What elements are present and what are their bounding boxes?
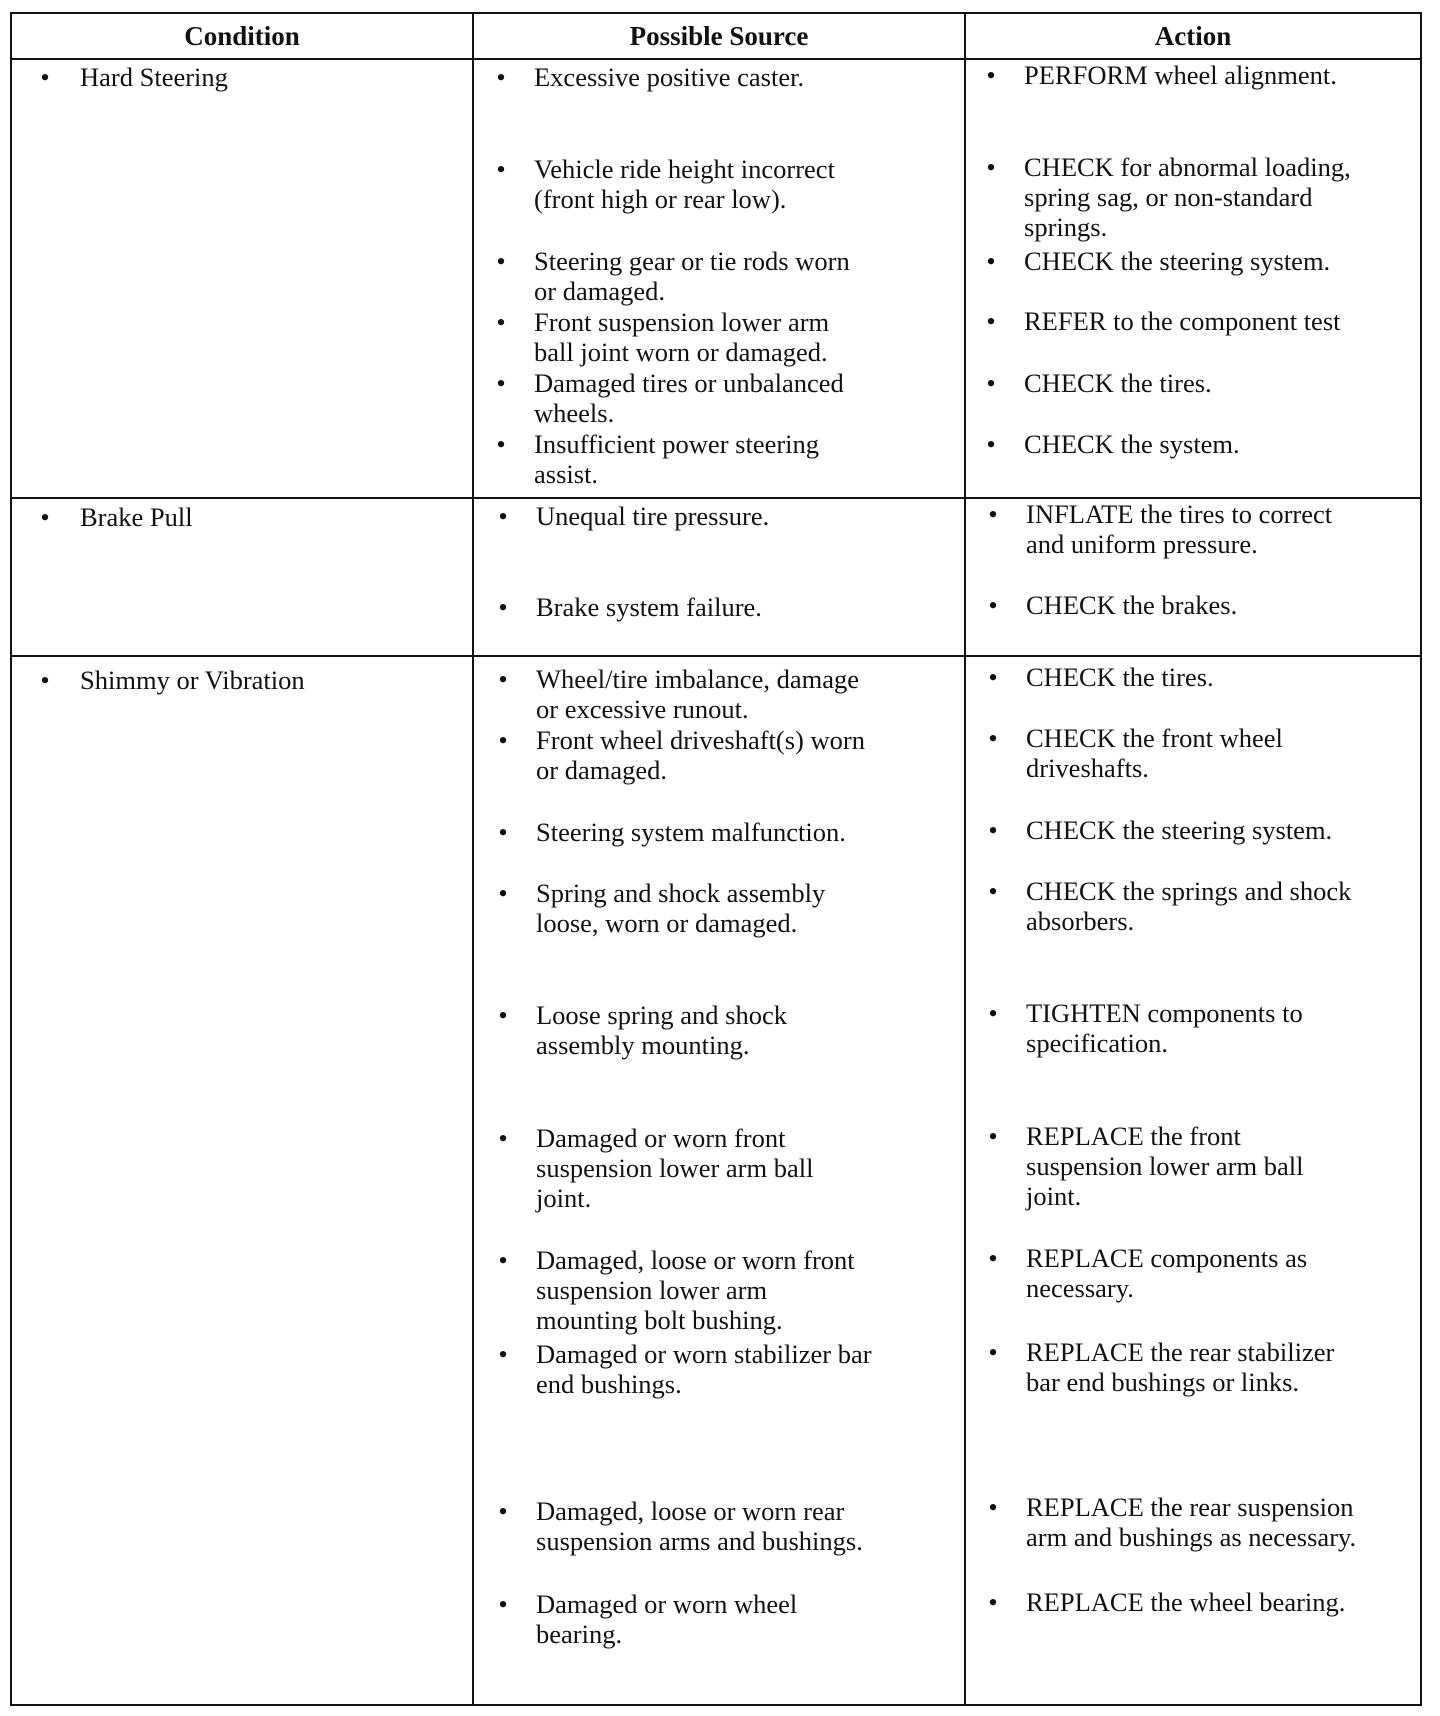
bullet-icon: • xyxy=(498,1496,508,1526)
bullet-icon: • xyxy=(498,1000,508,1030)
possible-source-text: Insufficient power steering assist. xyxy=(534,429,820,489)
action-text: CHECK the springs and shock absorbers. xyxy=(1026,876,1352,936)
bullet-icon: • xyxy=(498,1245,508,1275)
bullet-icon: • xyxy=(986,306,996,336)
bullet-icon: • xyxy=(498,1339,508,1369)
action-text: INFLATE the tires to correct and uniform pressure. xyxy=(1026,499,1333,559)
possible-source-text: Front wheel driveshaft(s) worn or damaged. xyxy=(536,725,865,785)
bullet-icon: • xyxy=(988,1243,998,1273)
bullet-icon: • xyxy=(496,62,506,92)
bullet-icon: • xyxy=(40,62,50,92)
possible-source-text: Vehicle ride height incorrect (front high or rear low). xyxy=(534,154,835,214)
action-text: CHECK the brakes. xyxy=(1026,590,1238,620)
action-text: CHECK the tires. xyxy=(1026,662,1214,692)
bullet-icon: • xyxy=(986,368,996,398)
bullet-icon: • xyxy=(986,152,996,182)
bullet-icon: • xyxy=(498,878,508,908)
bullet-icon: • xyxy=(988,723,998,753)
action-text: CHECK the steering system. xyxy=(1024,246,1331,276)
action-text: REPLACE components as necessary. xyxy=(1026,1243,1308,1303)
bullet-icon: • xyxy=(498,1123,508,1153)
condition-label: Shimmy or Vibration xyxy=(80,665,305,695)
possible-source-text: Brake system failure. xyxy=(536,592,762,622)
bullet-icon: • xyxy=(986,60,996,90)
bullet-icon: • xyxy=(498,725,508,755)
action-text: REPLACE the rear stabilizer bar end bushings or links. xyxy=(1026,1337,1335,1397)
action-text: CHECK for abnormal loading, spring sag, or non-standard springs. xyxy=(1024,152,1351,242)
possible-source-text: Damaged or worn wheel bearing. xyxy=(536,1589,798,1649)
possible-source-text: Loose spring and shock assembly mounting. xyxy=(536,1000,787,1060)
possible-source-text: Steering gear or tie rods worn or damaged. xyxy=(534,246,850,306)
bullet-icon: • xyxy=(988,499,998,529)
bullet-icon: • xyxy=(498,664,508,694)
possible-source-text: Unequal tire pressure. xyxy=(536,501,770,531)
action-text: CHECK the tires. xyxy=(1024,368,1212,398)
bullet-icon: • xyxy=(988,1587,998,1617)
bullet-icon: • xyxy=(988,1337,998,1367)
bullet-icon: • xyxy=(498,501,508,531)
action-text: PERFORM wheel alignment. xyxy=(1024,60,1337,90)
bullet-icon: • xyxy=(988,662,998,692)
bullet-icon: • xyxy=(988,1492,998,1522)
bullet-icon: • xyxy=(988,1121,998,1151)
condition-label: Brake Pull xyxy=(80,502,193,532)
action-text: CHECK the front wheel driveshafts. xyxy=(1026,723,1283,783)
possible-source-text: Damaged tires or unbalanced wheels. xyxy=(534,368,844,428)
action-text: CHECK the steering system. xyxy=(1026,815,1333,845)
bullet-icon: • xyxy=(496,307,506,337)
bullet-icon: • xyxy=(988,876,998,906)
group-divider xyxy=(12,655,1420,657)
possible-source-text: Front suspension lower arm ball joint worn or damaged. xyxy=(534,307,830,367)
possible-source-text: Damaged, loose or worn front suspension lower arm mounting bolt bushing. xyxy=(536,1245,855,1335)
action-text: CHECK the system. xyxy=(1024,429,1240,459)
bullet-icon: • xyxy=(498,817,508,847)
bullet-icon: • xyxy=(496,429,506,459)
bullet-icon: • xyxy=(496,368,506,398)
bullet-icon: • xyxy=(496,154,506,184)
column-divider xyxy=(472,14,474,1704)
bullet-icon: • xyxy=(496,246,506,276)
column-header-action: Action xyxy=(1154,20,1232,51)
column-header-condition: Condition xyxy=(184,20,300,51)
bullet-icon: • xyxy=(986,246,996,276)
bullet-icon: • xyxy=(988,590,998,620)
possible-source-text: Excessive positive caster. xyxy=(534,62,805,92)
possible-source-text: Damaged or worn stabilizer bar end bushings. xyxy=(536,1339,872,1399)
action-text: REPLACE the wheel bearing. xyxy=(1026,1587,1346,1617)
bullet-icon: • xyxy=(986,429,996,459)
column-divider xyxy=(964,14,966,1704)
bullet-icon: • xyxy=(498,592,508,622)
bullet-icon: • xyxy=(988,815,998,845)
bullet-icon: • xyxy=(40,502,50,532)
bullet-icon: • xyxy=(988,998,998,1028)
possible-source-text: Spring and shock assembly loose, worn or damaged. xyxy=(536,878,826,938)
possible-source-text: Damaged or worn front suspension lower arm ball joint. xyxy=(536,1123,814,1213)
troubleshooting-table xyxy=(10,12,1422,1706)
possible-source-text: Damaged, loose or worn rear suspension arms and bushings. xyxy=(536,1496,863,1556)
action-text: REPLACE the rear suspension arm and bushings as necessary. xyxy=(1026,1492,1357,1552)
action-text: REFER to the component test xyxy=(1024,306,1341,336)
bullet-icon: • xyxy=(40,665,50,695)
condition-label: Hard Steering xyxy=(80,62,228,92)
possible-source-text: Steering system malfunction. xyxy=(536,817,846,847)
column-header-possible-source: Possible Source xyxy=(629,20,809,51)
possible-source-text: Wheel/tire imbalance, damage or excessive runout. xyxy=(536,664,859,724)
action-text: TIGHTEN components to specification. xyxy=(1026,998,1303,1058)
bullet-icon: • xyxy=(498,1589,508,1619)
action-text: REPLACE the front suspension lower arm ball joint. xyxy=(1026,1121,1304,1211)
